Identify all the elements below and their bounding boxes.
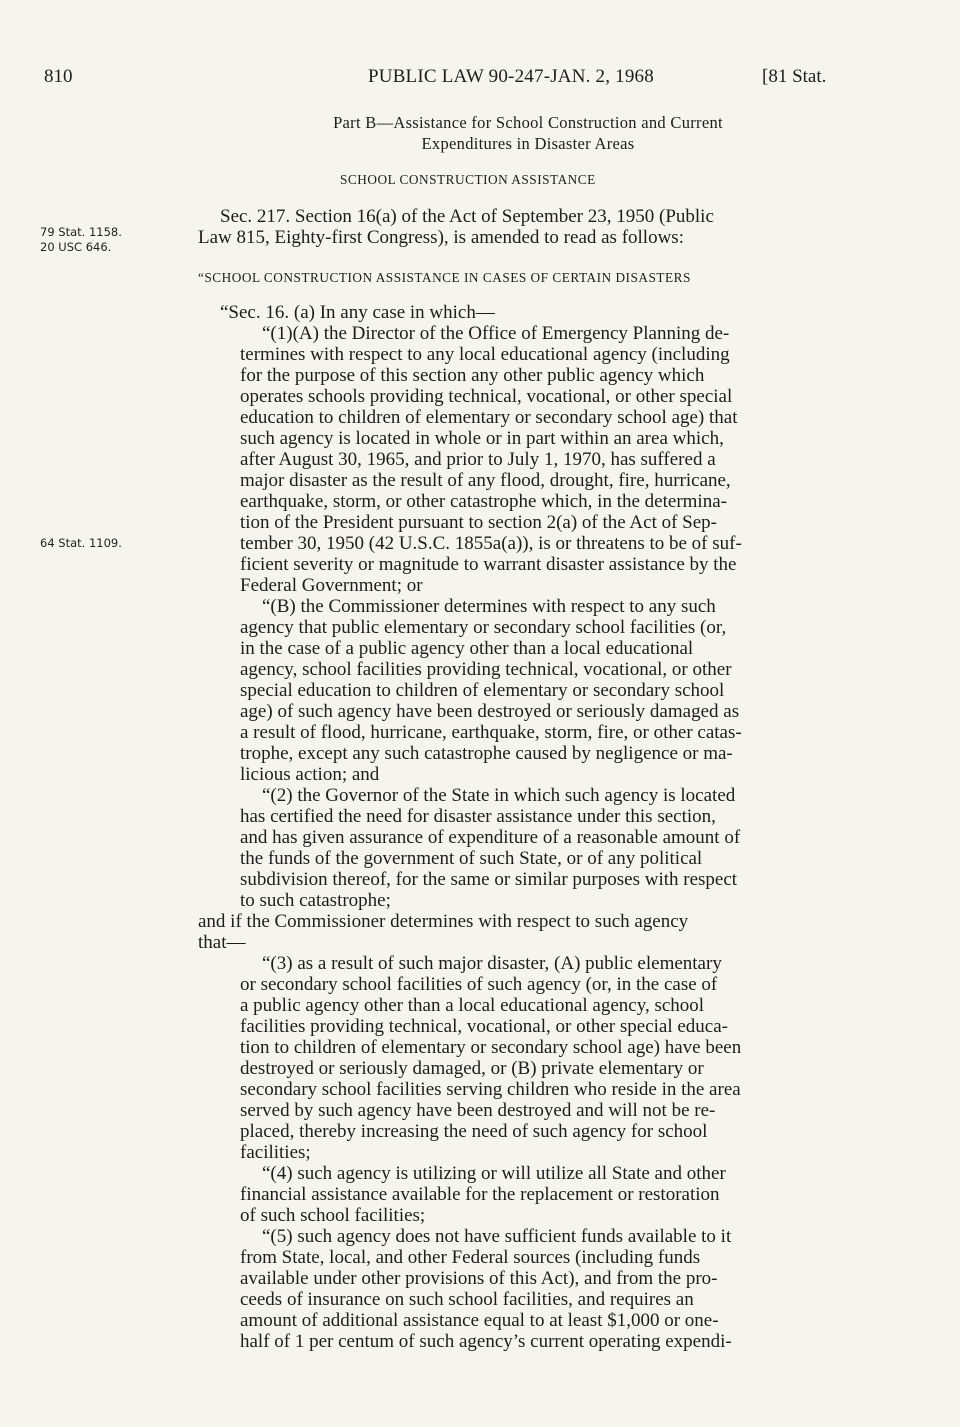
statute-line: amount of additional assistance equal to at least $1,000 or one- bbox=[240, 1310, 719, 1331]
statute-line: major disaster as the result of any flood, drought, fire, hurricane, bbox=[240, 470, 731, 491]
margin-citation-line: 20 USC 646. bbox=[40, 240, 112, 254]
statute-line: and if the Commissioner determines with respect to such agency bbox=[198, 911, 689, 932]
statute-line: half of 1 per centum of such agency’s current operating expendi- bbox=[240, 1331, 732, 1352]
statute-line: “(5) such agency does not have sufficient funds available to it bbox=[262, 1226, 732, 1247]
statute-line: tion of the President pursuant to section 2(a) of the Act of Sep- bbox=[240, 512, 718, 533]
margin-citation bbox=[40, 225, 122, 255]
statute-line: Federal Government; or bbox=[240, 575, 423, 596]
statute-line: agency, school facilities providing technical, vocational, or other bbox=[240, 659, 732, 680]
statute-line: for the purpose of this section any other public agency which bbox=[240, 365, 705, 386]
statute-line: ceeds of insurance on such school facilities, and requires an bbox=[240, 1289, 694, 1310]
statute-line: such agency is located in whole or in part within an area which, bbox=[240, 428, 724, 449]
statute-line: financial assistance available for the replacement or restoration bbox=[240, 1184, 720, 1205]
page-header bbox=[0, 66, 960, 90]
statute-line: licious action; and bbox=[240, 764, 380, 785]
page-number: 810 bbox=[44, 66, 73, 87]
statute-line: placed, thereby increasing the need of such agency for school bbox=[240, 1121, 708, 1142]
statute-line: a result of flood, hurricane, earthquake, storm, fire, or other catas- bbox=[240, 722, 742, 743]
statute-line: secondary school facilities serving children who reside in the area bbox=[240, 1079, 741, 1100]
margin-citation-line: 79 Stat. 1158. bbox=[40, 225, 122, 239]
statute-line: facilities providing technical, vocational, or other special educa- bbox=[240, 1016, 728, 1037]
statute-line: of such school facilities; bbox=[240, 1205, 426, 1226]
statute-line: tember 30, 1950 (42 U.S.C. 1855a(a)), is or threatens to be of suf- bbox=[240, 533, 742, 554]
statute-line: destroyed or seriously damaged, or (B) private elementary or bbox=[240, 1058, 704, 1079]
statute-line: or secondary school facilities of such agency (or, in the case of bbox=[240, 974, 718, 995]
subheading: “SCHOOL CONSTRUCTION ASSISTANCE IN CASES OF CERTAIN DISASTERS bbox=[198, 270, 691, 285]
statute-line: operates schools providing technical, vocational, or other special bbox=[240, 386, 733, 407]
section-217-line: Law 815, Eighty-first Congress), is amended to read as follows: bbox=[198, 227, 684, 248]
statute-line: facilities; bbox=[240, 1142, 311, 1163]
margin-citation bbox=[40, 536, 122, 551]
statute-line: earthquake, storm, or other catastrophe which, in the determina- bbox=[240, 491, 727, 512]
statute-line: subdivision thereof, for the same or similar purposes with respect bbox=[240, 869, 738, 890]
running-head: PUBLIC LAW 90-247-JAN. 2, 1968 bbox=[368, 66, 654, 87]
statute-line: agency that public elementary or secondary school facilities (or, bbox=[240, 617, 727, 638]
statute-line: education to children of elementary or secondary school age) that bbox=[240, 407, 738, 428]
statute-line: a public agency other than a local educational agency, school bbox=[240, 995, 705, 1016]
section-16-intro: “Sec. 16. (a) In any case in which— bbox=[220, 302, 495, 323]
statute-line: ficient severity or magnitude to warrant disaster assistance by the bbox=[240, 554, 737, 575]
statute-line: the funds of the government of such State, or of any political bbox=[240, 848, 703, 869]
margin-citation-line: 64 Stat. 1109. bbox=[40, 536, 122, 550]
statute-line: trophe, except any such catastrophe caused by negligence or ma- bbox=[240, 743, 733, 764]
statute-line: in the case of a public agency other than a local educational bbox=[240, 638, 694, 659]
statute-line: that— bbox=[198, 932, 246, 953]
statute-line: termines with respect to any local educational agency (including bbox=[240, 344, 730, 365]
statute-line: age) of such agency have been destroyed or seriously damaged as bbox=[240, 701, 740, 722]
statute-line: “(B) the Commissioner determines with respect to any such bbox=[262, 596, 716, 617]
statute-line: from State, local, and other Federal sources (including funds bbox=[240, 1247, 701, 1268]
statute-line: “(3) as a result of such major disaster, (A) public elementary bbox=[262, 953, 722, 974]
statute-line: special education to children of elementary or secondary school bbox=[240, 680, 725, 701]
statute-line: “(2) the Governor of the State in which such agency is located bbox=[262, 785, 736, 806]
statute-line: “(4) such agency is utilizing or will utilize all State and other bbox=[262, 1163, 726, 1184]
section-heading: SCHOOL CONSTRUCTION ASSISTANCE bbox=[340, 172, 596, 187]
part-title-line: Part B—Assistance for School Construction and Current bbox=[333, 113, 723, 132]
statute-line: available under other provisions of this Act), and from the pro- bbox=[240, 1268, 718, 1289]
statute-line: has certified the need for disaster assistance under this section, bbox=[240, 806, 716, 827]
volume-citation: [81 Stat. bbox=[762, 66, 827, 87]
statute-line: served by such agency have been destroyed and will not be re- bbox=[240, 1100, 716, 1121]
section-217-line: Sec. 217. Section 16(a) of the Act of September 23, 1950 (Public bbox=[220, 206, 714, 227]
part-title-line: Expenditures in Disaster Areas bbox=[421, 134, 635, 153]
part-title bbox=[198, 112, 858, 154]
statute-line: to such catastrophe; bbox=[240, 890, 391, 911]
statute-line: tion to children of elementary or secondary school age) have been bbox=[240, 1037, 742, 1058]
statute-line: “(1)(A) the Director of the Office of Emergency Planning de- bbox=[262, 323, 730, 344]
statute-line: and has given assurance of expenditure of a reasonable amount of bbox=[240, 827, 741, 848]
statute-line: after August 30, 1965, and prior to July 1, 1970, has suffered a bbox=[240, 449, 716, 470]
